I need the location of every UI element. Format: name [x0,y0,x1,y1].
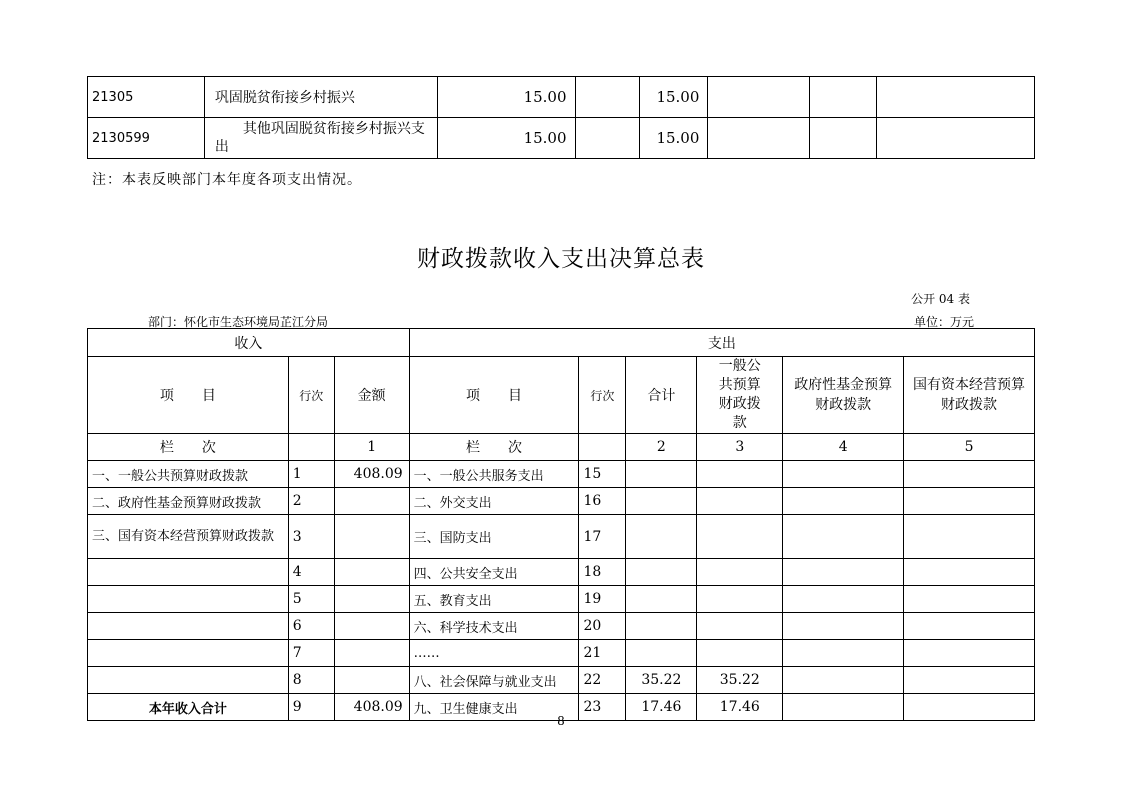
expense-row-no: 16 [579,488,626,515]
state-capital-value [904,515,1035,559]
expense-item: 四、公共安全支出 [409,559,579,586]
income-item: 二、政府性基金预算财政拨款 [88,488,289,515]
general-budget-value [697,461,783,488]
department-label: 部门：怀化市生态环境局芷江分局 [148,315,329,329]
state-capital-value [904,461,1035,488]
gov-fund-value [783,559,904,586]
table-note: 注：本表反映部门本年度各项支出情况。 [92,172,362,188]
fiscal-summary-table [87,328,1035,721]
income-row-no: 6 [288,613,334,640]
page-title: 财政拨款收入支出决算总表 [417,246,705,272]
general-budget-value [697,586,783,613]
table-row [88,586,1035,613]
state-capital-value [904,667,1035,694]
income-item [88,586,289,613]
gov-fund-value [783,613,904,640]
state-capital-value [904,613,1035,640]
general-budget-value [697,488,783,515]
general-budget-value [697,640,783,667]
income-row-no-header: 行次 [288,357,334,434]
income-amount [334,667,409,694]
expense-row-no: 19 [579,586,626,613]
expense-row-no: 21 [579,640,626,667]
income-amount [334,559,409,586]
total-value [626,461,697,488]
table-row [88,77,1035,118]
income-row-no: 8 [288,667,334,694]
income-amount [334,640,409,667]
expense-item: 二、外交支出 [409,488,579,515]
expense-item: 八、社会保障与就业支出 [409,667,579,694]
value-cell [810,118,877,159]
gov-fund-value [783,640,904,667]
expense-row-no: 23 [579,694,626,721]
income-amount [334,586,409,613]
column-number: 3 [697,434,783,461]
total-value: 17.46 [626,694,697,721]
expense-item: 九、卫生健康支出 [409,694,579,721]
gov-fund-value [783,586,904,613]
expense-row-no: 22 [579,667,626,694]
total-value [626,613,697,640]
income-row-no: 1 [288,461,334,488]
total-value [626,488,697,515]
income-row-no: 4 [288,559,334,586]
expense-item: 一、一般公共服务支出 [409,461,579,488]
total-value [626,515,697,559]
subject-code: 21305 [88,77,205,118]
value-cell: 15.00 [640,118,708,159]
value-cell [810,77,877,118]
expense-row-no: 15 [579,461,626,488]
table-row [88,667,1035,694]
general-budget-value [697,559,783,586]
expense-header: 支出 [409,329,1034,357]
general-budget-value: 35.22 [697,667,783,694]
expense-item: 五、教育支出 [409,586,579,613]
income-item [88,559,289,586]
state-capital-value [904,640,1035,667]
expense-row-no: 17 [579,515,626,559]
gov-fund-value [783,515,904,559]
column-label: 栏 次 [409,434,579,461]
total-header: 合计 [626,357,697,434]
table-row [88,559,1035,586]
table-row [88,488,1035,515]
income-amount: 408.09 [334,461,409,488]
income-item [88,613,289,640]
general-budget-value [697,613,783,640]
income-item-header: 项 目 [88,357,289,434]
income-row-no: 5 [288,586,334,613]
total-value [626,640,697,667]
column-number: 5 [904,434,1035,461]
header-row [88,329,1035,357]
state-capital-value [904,586,1035,613]
expense-row-no: 20 [579,613,626,640]
value-cell: 15.00 [437,77,575,118]
general-budget-value: 17.46 [697,694,783,721]
amount-header: 金额 [334,357,409,434]
table-row [88,461,1035,488]
subject-name: 其他巩固脱贫衔接乡村振兴支出 [204,118,437,159]
income-row-no: 9 [288,694,334,721]
unit-label: 单位：万元 [913,315,974,329]
table-row [88,118,1035,159]
income-item: 一、一般公共预算财政拨款 [88,461,289,488]
gov-fund-value [783,461,904,488]
value-cell [575,118,640,159]
income-item [88,640,289,667]
income-item: 三、国有资本经营预算财政拨款 [88,515,289,559]
income-header: 收入 [88,329,410,357]
expense-item: 六、科学技术支出 [409,613,579,640]
table-number: 公开 04 表 [911,292,970,306]
expense-row-no: 18 [579,559,626,586]
column-number: 1 [334,434,409,461]
income-amount [334,613,409,640]
income-amount [334,515,409,559]
general-budget-header: 一般公共预算财政拨款 [697,357,783,434]
income-row-no: 7 [288,640,334,667]
subject-name: 巩固脱贫衔接乡村振兴 [204,77,437,118]
total-value [626,559,697,586]
expense-row-no-header: 行次 [579,357,626,434]
expense-item-header: 项 目 [409,357,579,434]
income-total-label: 本年收入合计 [88,694,289,721]
table-row [88,515,1035,559]
value-cell [877,118,1035,159]
income-item [88,667,289,694]
header-row [88,357,1035,434]
total-value: 35.22 [626,667,697,694]
state-capital-value [904,488,1035,515]
gov-fund-value [783,667,904,694]
value-cell: 15.00 [437,118,575,159]
income-row-no: 2 [288,488,334,515]
value-cell [575,77,640,118]
income-row-no: 3 [288,515,334,559]
value-cell [708,77,810,118]
column-number-row [88,434,1035,461]
expense-item: 三、国防支出 [409,515,579,559]
gov-fund-header: 政府性基金预算财政拨款 [783,357,904,434]
column-number: 2 [626,434,697,461]
value-cell [877,77,1035,118]
income-amount: 408.09 [334,694,409,721]
table-row [88,613,1035,640]
gov-fund-value [783,488,904,515]
table-row [88,640,1035,667]
column-label: 栏 次 [88,434,289,461]
general-budget-value [697,515,783,559]
expense-detail-table [87,76,1035,159]
page-number: 8 [557,714,565,728]
column-number: 4 [783,434,904,461]
expense-item: …… [409,640,579,667]
state-capital-header: 国有资本经营预算财政拨款 [904,357,1035,434]
subject-code: 2130599 [88,118,205,159]
value-cell [708,118,810,159]
state-capital-value [904,559,1035,586]
total-value [626,586,697,613]
income-amount [334,488,409,515]
value-cell: 15.00 [640,77,708,118]
